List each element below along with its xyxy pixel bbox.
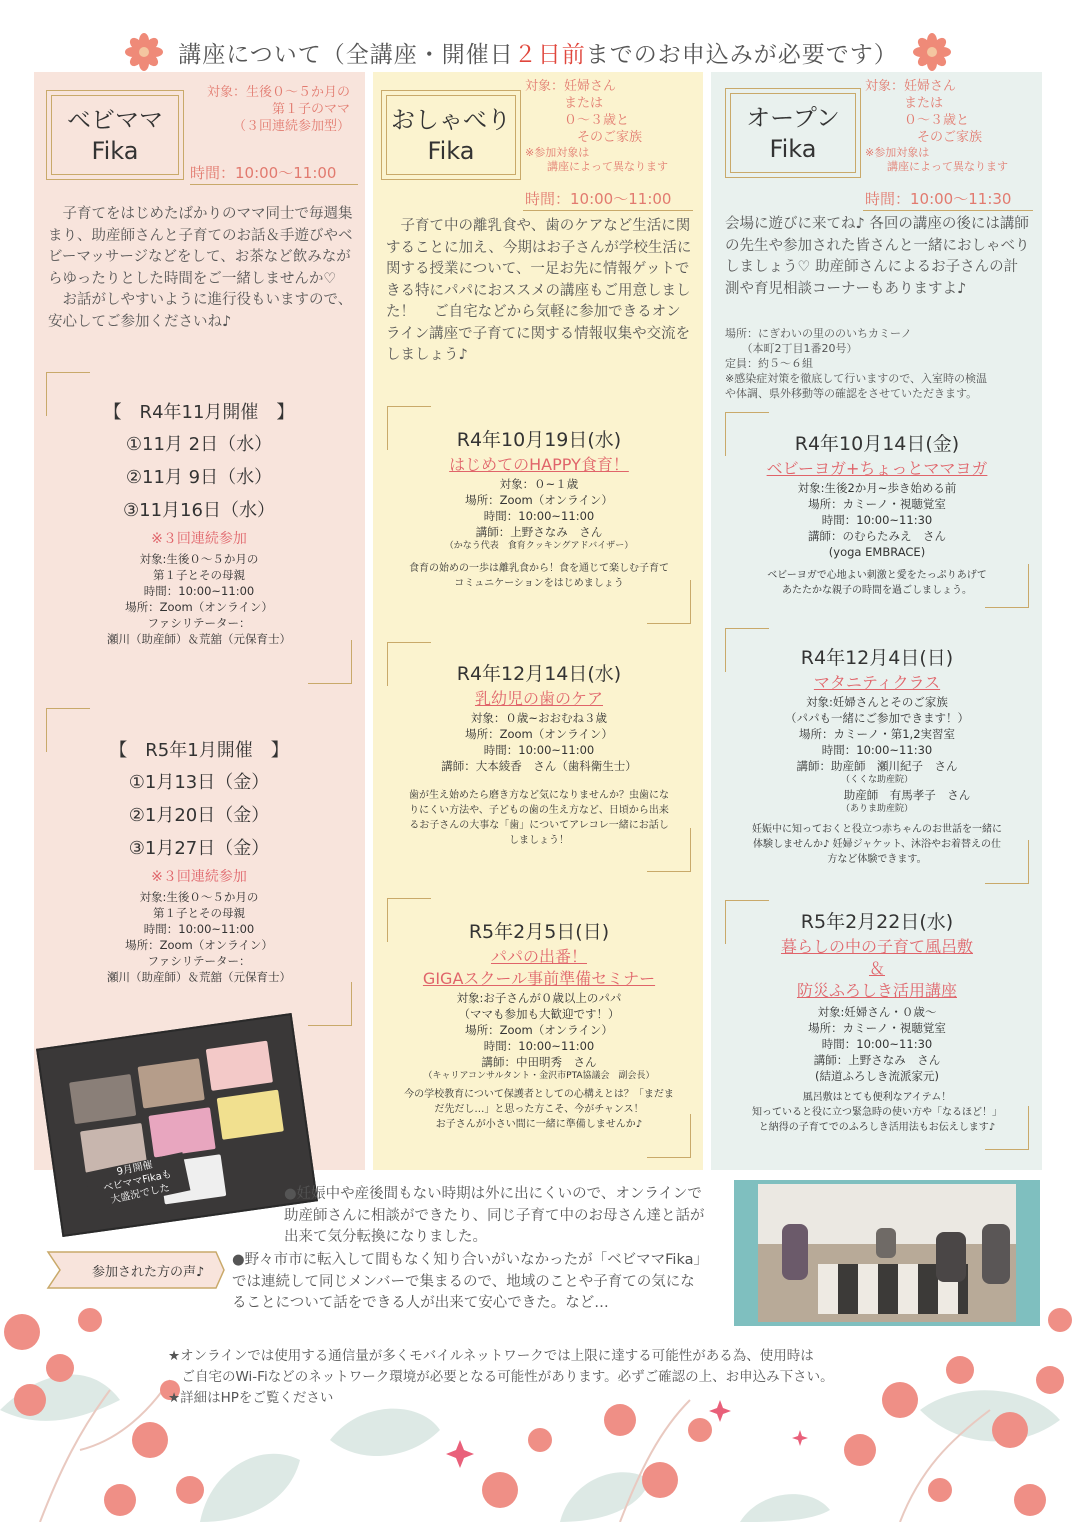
voice-tag — [46, 1250, 226, 1290]
target-text: 対象：妊婦さん または ０～３歳と そのご家族 — [865, 79, 983, 145]
detail-line: 場所：Zoom（オンライン） — [125, 600, 273, 614]
session-title: ＆ — [868, 959, 885, 978]
session-date: R5年2月22日(水) — [800, 911, 954, 933]
divider — [863, 210, 1033, 211]
session-date: R4年12月4日(日) — [800, 647, 954, 669]
session-date: R4年10月19日(水) — [456, 429, 622, 451]
detail-line: 第１子とその母親 — [153, 568, 245, 582]
divider — [523, 210, 693, 211]
detail-line: 対象:妊婦さんとそのご家族 — [806, 695, 948, 709]
session-description: 妊娠中に知っておくと役立つ赤ちゃんのお世話を一緒に 体験しませんか♪ 妊婦ジャケット、沐浴やお着替えの仕 方など体験できます。 — [752, 824, 1002, 865]
intro-text: 会場に遊びに来てね♪ 各回の講座の後には講師の先生や参加された皆さんと一緒におしゃべりしましょう♡ 助産師さんによるお子さんの計測や育児相談コーナーもありますよ♪ — [725, 216, 1030, 297]
voice-tag-label: 参加された方の声♪ — [92, 1265, 205, 1280]
schedule-note: ※３回連続参加 — [151, 531, 247, 547]
flower-icon — [124, 32, 164, 72]
session-card — [387, 642, 691, 872]
session-title: 防災ふろしき活用講座 — [796, 981, 957, 1000]
frame-corner — [387, 898, 431, 942]
column-subtitle: Fika — [91, 137, 139, 165]
session-card — [725, 900, 1029, 1150]
column-title-box — [725, 88, 861, 178]
flower-icon — [912, 32, 952, 72]
header — [50, 30, 1026, 74]
footer-note: ★オンラインでは使用する通信量が多くモバイルネットワークでは上限に達する可能性がある為、使用時は — [168, 1348, 814, 1364]
session-date: R4年12月14日(水) — [456, 663, 622, 685]
detail-line: 場所：Zoom（オンライン） — [465, 1023, 613, 1037]
schedule-heading: 【 R5年1月開催 】 — [109, 740, 289, 761]
session-description: 食育の始めの一歩は離乳食から！食を通じて楽しむ子育て コミュニケーションをはじめましょう — [409, 563, 669, 589]
detail-line: 対象：０歳~おおむね３歳 — [470, 711, 608, 725]
column-babymama — [34, 72, 365, 1170]
detail-line: 対象:お子さんが０歳以上のパパ — [456, 991, 622, 1005]
lecturer-note: （ありま助産院） — [840, 804, 913, 814]
detail-line: 第１子とその母親 — [153, 906, 245, 920]
photo-tile — [148, 1107, 215, 1157]
detail-line: 場所：Zoom（オンライン） — [125, 938, 273, 952]
frame-corner — [647, 580, 691, 624]
session-title: ベビーヨガ+ちょっとママヨガ — [766, 459, 988, 478]
session-date: R5年2月5日(日) — [468, 921, 610, 943]
target-note: ※参加対象は 講座によって異なります — [865, 146, 1008, 173]
schedule-date: ③11月16日（水） — [123, 500, 275, 521]
detail-line: 時間：10:00~11:30 — [821, 743, 933, 757]
detail-line: ファシリテーター： — [147, 616, 251, 630]
detail-line: ファシリテーター： — [147, 954, 251, 968]
detail-line: 講師：中田明秀 さん — [481, 1055, 597, 1069]
detail-line: 時間：10:00~11:00 — [483, 743, 595, 757]
detail-line: 場所：Zoom（オンライン） — [465, 493, 613, 507]
open-fika-photo — [758, 1184, 1016, 1322]
frame-corner — [725, 900, 769, 944]
session-card — [387, 898, 691, 1158]
detail-line: 場所：カミーノ・第1,2実習室 — [798, 727, 956, 741]
intro-text: 子育てをはじめたばかりのママ同士で毎週集まり、助産師さんと子育てのお話＆手遊びやベビーマッサージなどをして、お茶など飲みながらゆったりとした時間をご一緒しませんか♡ お話がしやすいように進行役もいますので、安心してご参加くださいね♪ — [48, 206, 353, 330]
schedule-date: ②1月20日（金） — [128, 805, 270, 826]
frame-corner — [985, 1106, 1029, 1150]
session-description: 風呂敷はとても便利なアイテム！ 知っていると役に立つ緊急時の使い方や「なるほど！」 と納得の子育てでのふろしき活用法もお伝えします♪ — [752, 1092, 1002, 1133]
time-text: 時間：10:00～11:00 — [525, 190, 672, 208]
detail-line: 場所：カミーノ・視聴覚室 — [808, 1021, 946, 1035]
schedule-date: ②11月 9日（水） — [125, 467, 273, 488]
voice-item: ●野々市市に転入して間もなく知り合いがいなかったが「ベビママFika」では連続して同じメンバーで集まるので、地域のことや子育ての気になることについて話をできる人が出来て安心できた。など… — [232, 1252, 708, 1311]
session-card — [387, 406, 691, 624]
detail-line: 時間：10:00~11:00 — [143, 584, 255, 598]
divider — [190, 184, 358, 185]
frame-corner — [647, 828, 691, 872]
detail-line: 対象：０~１歳 — [499, 477, 579, 491]
detail-line: 時間：10:00~11:00 — [143, 922, 255, 936]
session-title: はじめてのHAPPY食育！ — [449, 455, 629, 474]
time-text: 時間：10:00～11:30 — [865, 190, 1012, 208]
frame-corner — [647, 1114, 691, 1158]
frame-corner — [387, 406, 431, 450]
detail-line: 講師：上野さなみ さん — [813, 1053, 941, 1067]
detail-line: (結道ふろしき流派家元) — [815, 1069, 939, 1083]
photo-tile — [138, 1058, 205, 1108]
detail-line: 時間：10:00~11:00 — [483, 1039, 595, 1053]
schedule-card — [46, 372, 352, 684]
footer-note: ご自宅のWi-Fiなどのネットワーク環境が必要となる可能性があります。必ずご確認の上、お申込み下さい。 — [168, 1369, 834, 1385]
column-title: オープン — [746, 104, 840, 132]
detail-line: 講師：のむらたみえ さん — [808, 529, 946, 543]
session-description: 歯が生え始めたら磨き方など気になりませんか？虫歯にな りにくい方法や、子どもの歯の生え方など、日頃から出来 るお子さんの大事な「歯」についてアレコレ一緒にお話し しましょう！ — [409, 790, 669, 846]
target-note: ※参加対象は 講座によって異なります — [525, 146, 668, 173]
schedule-heading: 【 R4年11月開催 】 — [103, 402, 295, 423]
column-title-box — [381, 90, 521, 180]
schedule-card — [46, 708, 352, 1026]
photo-tile — [217, 1090, 284, 1140]
schedule-date: ①11月 2日（水） — [125, 434, 273, 455]
column-subtitle: Fika — [427, 137, 475, 165]
open-fika-photo-frame — [734, 1180, 1040, 1326]
venue-info: 場所：にぎわいの里ののいちカミーノ （本町2丁目1番20号） 定員：約５～６組 ※感染症対策を徹底して行いますので、入室時の検温 や体調、県外移動等の確認をさせていただきます。 — [725, 327, 987, 400]
session-card — [725, 628, 1029, 884]
schedule-note: ※３回連続参加 — [151, 869, 247, 885]
frame-corner — [387, 642, 431, 686]
voice-item: ●妊娠中や産後間もない時期は外に出にくいので、オンラインで助産師さんに相談ができたり、同じ子育て中のお母さん達と話が出来て気分転換になりました。 — [284, 1186, 705, 1245]
lecturer-note: （かなう代表 食育クッキングアドバイザー） — [444, 541, 634, 551]
session-title: パパの出番！ — [490, 947, 587, 966]
frame-corner — [308, 982, 352, 1026]
detail-line: 場所：Zoom（オンライン） — [465, 727, 613, 741]
column-open — [711, 72, 1042, 1170]
column-title: ベビママ — [67, 106, 163, 134]
detail-line: 対象:生後０～５か月の — [139, 552, 259, 566]
session-description: 今の学校教育について保護者としての心構えとは？「まだま だ先だし…」と思った方こそ、今がチャンス！ お子さんが小さい間に一緒に準備しませんか♪ — [404, 1089, 674, 1130]
frame-corner — [985, 564, 1029, 608]
frame-corner — [46, 372, 90, 416]
detail-line: 助産師 有馬孝子 さん — [843, 788, 971, 802]
detail-line: 講師：上野さなみ さん — [475, 525, 603, 539]
schedule-date: ①1月13日（金） — [128, 772, 270, 793]
column-title-box — [46, 90, 184, 180]
detail-line: 対象:生後2か月~歩き始める前 — [797, 481, 957, 495]
frame-corner — [985, 840, 1029, 884]
frame-corner — [725, 628, 769, 672]
frame-corner — [308, 640, 352, 684]
column-title: おしゃべり — [391, 106, 511, 134]
detail-line: 対象:生後０～５か月の — [139, 890, 259, 904]
photo-tile — [69, 1074, 136, 1124]
time-text: 時間：10:00～11:00 — [190, 164, 337, 182]
photo-caption: 9月開催 ベビママFikaも 大盛況でした — [85, 1152, 191, 1211]
session-title: GIGAスクール事前準備セミナー — [422, 969, 656, 988]
detail-line: 講師：大本綾香 さん（歯科衛生士） — [441, 759, 637, 773]
detail-line: 時間：10:00~11:30 — [821, 1037, 933, 1051]
detail-line: （ママも参加も大歓迎です！） — [458, 1007, 620, 1021]
frame-corner — [46, 708, 90, 752]
detail-line: 瀬川（助産師）＆荒舘（元保育士） — [107, 970, 291, 984]
column-subtitle: Fika — [769, 135, 817, 163]
session-title: 暮らしの中の子育て風呂敷 — [780, 937, 973, 956]
session-date: R4年10月14日(金) — [794, 433, 960, 455]
session-description: ベビーヨガで心地よい刺激と愛をたっぷりあげて あたたかな親子の時間を過ごしましょう。 — [767, 570, 987, 596]
frame-corner — [725, 412, 769, 456]
lecturer-note: （キャリアコンサルタント・金沢市PTA協議会 副会長） — [423, 1071, 655, 1081]
detail-line: (yoga EMBRACE) — [828, 545, 926, 559]
session-title: 乳幼児の歯のケア — [474, 689, 603, 708]
detail-line: （パパも一緒にご参加できます！） — [785, 711, 969, 725]
target-text: 対象：生後０～５か月の 第１子のママ （３回連続参加型） — [206, 85, 350, 134]
session-title: マタニティクラス — [813, 673, 941, 692]
online-session-photo — [36, 1013, 318, 1237]
detail-line: 瀬川（助産師）＆荒舘（元保育士） — [107, 632, 291, 646]
column-oshaberi — [373, 72, 703, 1170]
detail-line: 時間：10:00~11:00 — [483, 509, 595, 523]
session-card — [725, 412, 1029, 608]
lecturer-note: （くくな助産院） — [840, 775, 913, 785]
photo-tile — [206, 1041, 273, 1091]
detail-line: 場所：カミーノ・視聴覚室 — [808, 497, 946, 511]
page-title: 講座について（全講座・開催日２日前までのお申込みが必要です） — [178, 41, 898, 68]
schedule-date: ③1月27日（金） — [128, 838, 270, 859]
detail-line: 対象:妊婦さん・０歳～ — [817, 1005, 937, 1019]
target-text: 対象：妊婦さん または ０～３歳と そのご家族 — [525, 79, 643, 145]
detail-line: 時間：10:00~11:30 — [821, 513, 933, 527]
detail-line: 講師：助産師 瀬川紀子 さん — [796, 759, 958, 773]
footer-note: ★詳細はHPをご覧ください — [168, 1390, 334, 1406]
intro-text: 子育て中の離乳食や、歯のケアなど生活に関することに加え、今期はお子さんが学校生活に関する授業について、一足お先に情報ゲットできる特にパパにおススメの講座もご用意しました！ ご自宅などから気軽に参加できるオンライン講座で子育てに関する情報収集や交流をしましょう♪ — [386, 218, 692, 363]
